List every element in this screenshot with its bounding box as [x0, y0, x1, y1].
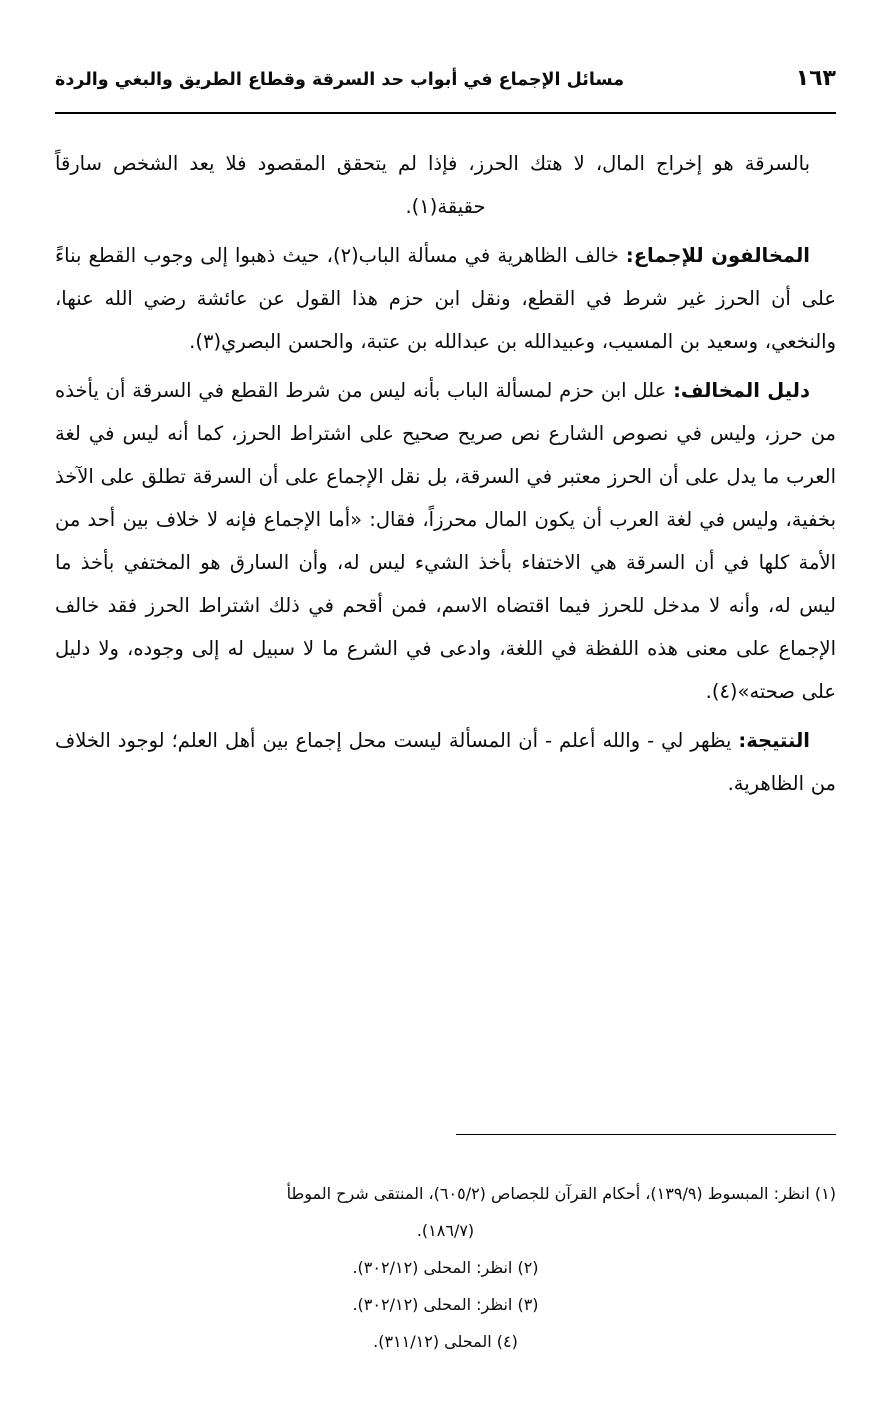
paragraph-opponents — [55, 234, 836, 363]
paragraph-continuation — [55, 142, 836, 228]
paragraph-evidence — [55, 369, 836, 713]
footnote-marker: (٣) — [517, 1295, 539, 1314]
footnote-text: انظر: المحلى (٣٠٢/١٢). — [352, 1258, 513, 1277]
page-number: ١٦٣ — [795, 66, 836, 91]
paragraph-lead-label: النتيجة: — [738, 729, 810, 752]
footnote-item — [55, 1288, 836, 1321]
footnote-marker: (٢) — [517, 1258, 539, 1277]
footnotes-section — [55, 1177, 836, 1362]
page-header — [55, 66, 836, 91]
footnote-item — [55, 1177, 836, 1210]
paragraph-conclusion — [55, 719, 836, 805]
paragraph-text: يظهر لي - والله أعلم - أن المسألة ليست محل إجماع بين أهل العلم؛ لوجود الخلاف من الظاهرية. — [55, 729, 836, 795]
paragraph-text: بالسرقة هو إخراج المال، لا هتك الحرز، فإذا لم يتحقق المقصود فلا يعد الشخص سارقاً حقيقة(١). — [55, 152, 810, 218]
paragraph-lead-label: المخالفون للإجماع: — [625, 244, 810, 267]
footnote-marker: (٤) — [496, 1332, 518, 1351]
footnote-item — [55, 1325, 836, 1358]
footnote-marker: (١) — [814, 1184, 836, 1203]
footnote-item — [55, 1251, 836, 1284]
footnote-text: انظر: المحلى (٣٠٢/١٢). — [352, 1295, 513, 1314]
footnote-text: (١٨٦/٧). — [416, 1221, 475, 1240]
running-title: مسائل الإجماع في أبواب حد السرقة وقطاع الطريق والبغي والردة — [55, 70, 625, 90]
paragraph-text: علل ابن حزم لمسألة الباب بأنه ليس من شرط القطع في السرقة أن يأخذه من حرز، وليس في نصوص الشارع نص صريح صحيح على اشتراط الحرز، كما أنه ليس في لغة العرب ما يدل على أن الحرز معتبر في السرقة، بل نقل الإجماع على أن السرقة تطلق على الآخذ بخفية، وليس في لغة العرب أن يكون المال محرزاً، فقال: «أما الإجماع فإنه لا خلاف بين أحد من الأمة كلها في أن السرقة هي الاختفاء بأخذ الشيء ليس له، وأن السارق هو المختفي بأخذ ما ليس له، وأنه لا مدخل للحرز فيما اقتضاه الاسم، فمن أقحم في ذلك اشتراط الحرز فقد خالف الإجماع على معنى هذه اللفظة في اللغة، وادعى في الشرع ما لا سبيل له إلى وجوده، ولا دليل على صحته»(٤). — [55, 379, 836, 703]
footnote-item-continuation — [55, 1214, 836, 1247]
header-divider — [55, 112, 836, 114]
paragraph-lead-label: دليل المخالف: — [673, 379, 810, 402]
paragraph-text: خالف الظاهرية في مسألة الباب(٢)، حيث ذهبوا إلى وجوب القطع بناءً على أن الحرز غير شرط في القطع، ونقل ابن حزم هذا القول عن عائشة رضي الله عنها، والنخعي، وسعيد بن المسيب، وعبيدالله بن عبدالله بن عتبة، والحسن البصري(٣). — [55, 244, 836, 353]
page-body — [55, 142, 836, 811]
footnote-divider — [456, 1134, 836, 1135]
footnote-text: انظر: المبسوط (١٣٩/٩)، أحكام القرآن للجصاص (٦٠٥/٢)، المنتقى شرح الموطأ — [286, 1184, 810, 1203]
footnote-text: المحلى (٣١١/١٢). — [373, 1332, 492, 1351]
